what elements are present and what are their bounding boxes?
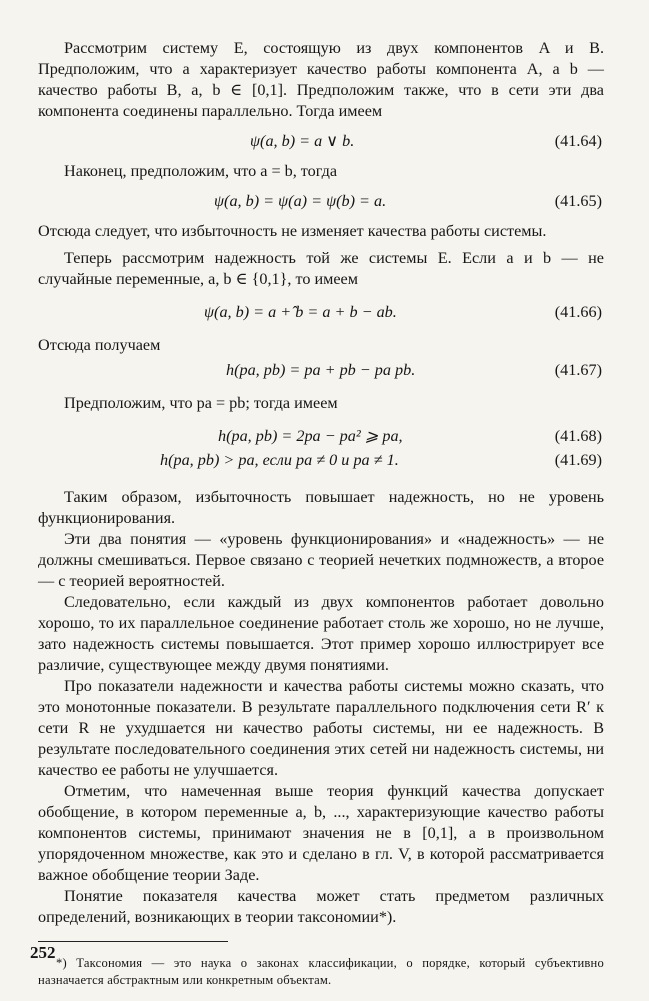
- paragraph-10: Про показатели надежности и качества работы системы можно сказать, что это монотонные показатели. В результате параллельного подключения сети R′ к сети R не ухудшается ни качество работы системы, ни ее надежность. В результате последовательного соединения этих сетей ни надежность системы, ни качество ее работы не улучшается.: [38, 677, 604, 779]
- equation-number: (41.67): [554, 361, 602, 379]
- equation-41-64: [38, 131, 604, 152]
- equation-41-69: [38, 450, 604, 471]
- equation-41-67: [38, 360, 604, 381]
- page-content: [38, 38, 604, 1001]
- equation-formula: ψ(a, b) = a +̂ b = a + b − ab.: [204, 303, 397, 321]
- equation-number: (41.68): [554, 427, 602, 445]
- equation-formula: h(pa, pb) = pa + pb − pa pb.: [226, 361, 416, 379]
- paragraph-8: Эти два понятия — «уровень функционирования» и «надежность» — не должны смешиваться. Первое связано с теорией нечетких подмножеств, а второе — с теорией вероятностей.: [38, 530, 604, 590]
- equation-formula: ψ(a, b) = ψ(a) = ψ(b) = a.: [214, 192, 387, 210]
- equation-number: (41.64): [554, 132, 602, 150]
- paragraph-9: Следовательно, если каждый из двух компонентов работает довольно хорошо, то их параллельное соединение работает столь же хорошо, но не лучше, зато надежность системы повышается. Этот пример хорошо иллюстрирует все различие, существующее между двумя понятиями.: [38, 593, 604, 674]
- paragraph-4: Теперь рассмотрим надежность той же системы E. Если a и b — не случайные переменные, a, b ∈ {0,1}, то имеем: [38, 249, 604, 288]
- paragraph-6: Предположим, что pa = pb; тогда имеем: [64, 394, 338, 412]
- footnote-divider: [38, 941, 228, 942]
- footnote: *) Таксономия — это наука о законах классификации, о порядке, который субъективно назначается абстрактным или конкретным объектам.: [38, 955, 604, 987]
- equation-formula: h(pa, pb) = 2pa − pa² ⩾ pa,: [218, 427, 403, 445]
- paragraph-11: Отметим, что намеченная выше теория функций качества допускает обобщение, в котором переменные a, b, ..., характеризующие качество работы компонентов системы, принимают значения не в [0,1], а в произвольном упорядоченном множестве, как это и сделано в гл. V, в которой рассматривается важное обобщение теории Заде.: [38, 782, 604, 884]
- equation-41-66: [38, 302, 604, 323]
- page-number: 252: [30, 943, 56, 962]
- equation-formula: h(pa, pb) > pa, если pa ≠ 0 и pa ≠ 1.: [160, 451, 399, 469]
- equation-formula: ψ(a, b) = a ∨ b.: [250, 132, 355, 150]
- equation-41-68: [38, 426, 604, 447]
- paragraph-5: Отсюда получаем: [38, 336, 161, 354]
- equation-number: (41.69): [554, 451, 602, 469]
- paragraph-2: Наконец, предположим, что a = b, тогда: [64, 162, 338, 180]
- equation-41-65: [38, 191, 604, 212]
- equation-number: (41.65): [554, 192, 602, 210]
- equation-number: (41.66): [554, 303, 602, 321]
- paragraph-7: Таким образом, избыточность повышает надежность, но не уровень функционирования.: [38, 488, 604, 527]
- paragraph-12: Понятие показателя качества может стать предметом различных определений, возникающих в теории таксономии*).: [38, 887, 604, 926]
- paragraph-1: Рассмотрим систему E, состоящую из двух компонентов A и B. Предположим, что a характеризует качество работы компонента A, a b — качество работы B, a, b ∈ [0,1]. Предположим также, что в сети эти два компонента соединены параллельно. Тогда имеем: [38, 39, 604, 120]
- paragraph-3: Отсюда следует, что избыточность не изменяет качества работы системы.: [38, 222, 547, 240]
